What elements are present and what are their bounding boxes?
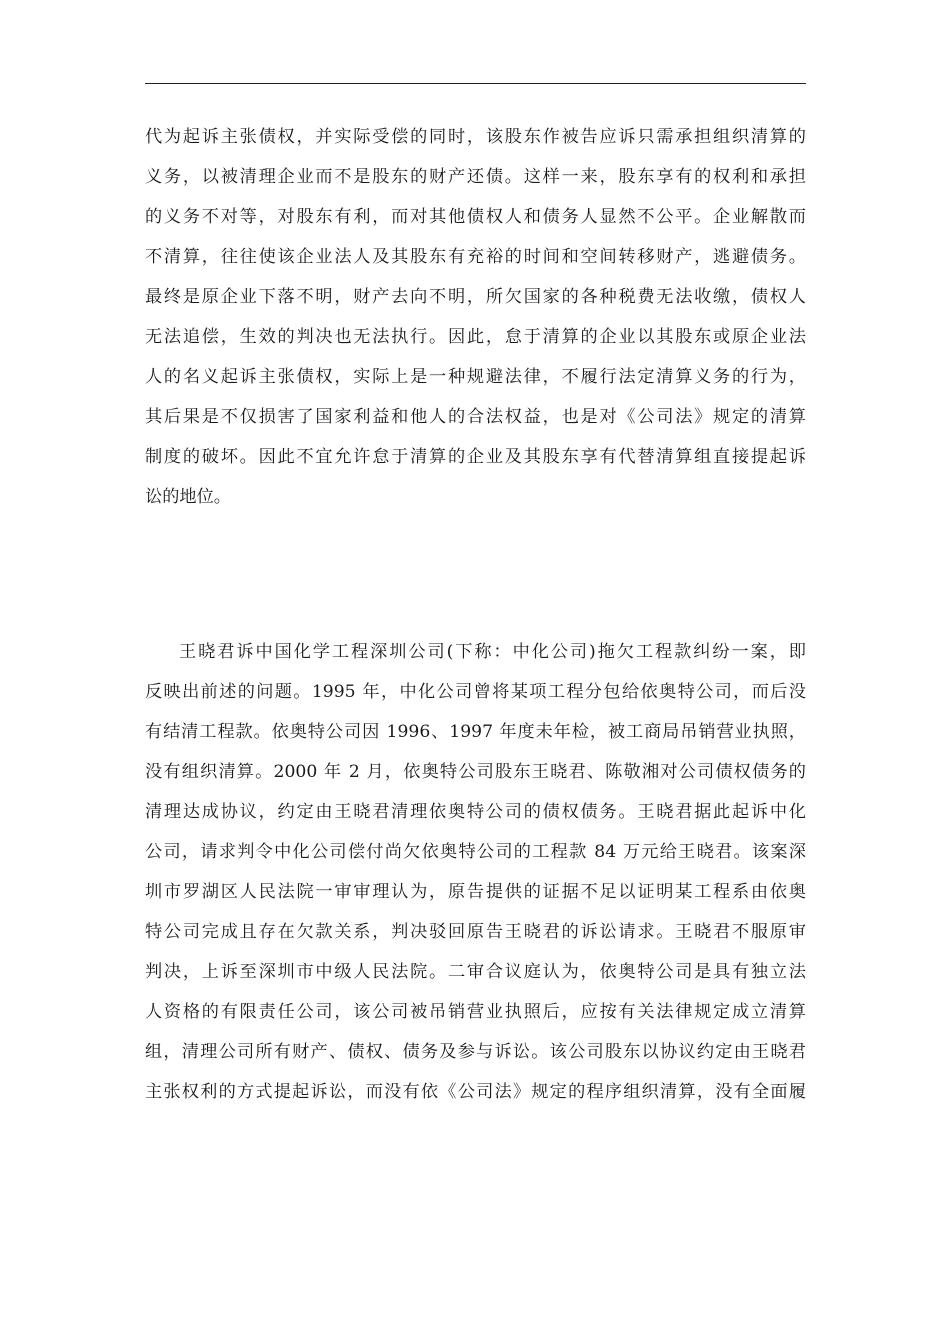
text-line: 制度的破坏。因此不宜允许怠于清算的企业及其股东享有代替清算组直接提起诉 [145, 447, 806, 467]
text-line: 人的名义起诉主张债权，实际上是一种规避法律，不履行法定清算义务的行为， [145, 367, 806, 387]
text-line: 王晓君诉中国化学工程深圳公司(下称：中化公司)拖欠工程款纠纷一案，即 [179, 642, 806, 662]
text-line: 其后果是不仅损害了国家利益和他人的合法权益，也是对《公司法》规定的清算 [145, 407, 806, 427]
text-line: 义务，以被清理企业而不是股东的财产还债。这样一来，股东享有的权利和承担 [145, 167, 806, 187]
text-line: 主张权利的方式提起诉讼，而没有依《公司法》规定的程序组织清算，没有全面履 [145, 1082, 806, 1102]
text-line: 特公司完成且存在欠款关系，判决驳回原告王晓君的诉讼请求。王晓君不服原审 [145, 922, 806, 942]
text-line: 公司，请求判令中化公司偿付尚欠依奥特公司的工程款 84 万元给王晓君。该案深 [145, 842, 806, 862]
text-line: 判决，上诉至深圳市中级人民法院。二审合议庭认为，依奥特公司是具有独立法 [145, 962, 806, 982]
text-line: 组，清理公司所有财产、债权、债务及参与诉讼。该公司股东以协议约定由王晓君 [145, 1042, 806, 1062]
text-line: 讼的地位。 [145, 487, 231, 507]
text-line: 圳市罗湖区人民法院一审审理认为，原告提供的证据不足以证明某工程系由依奥 [145, 882, 806, 902]
text-line: 无法追偿，生效的判决也无法执行。因此，怠于清算的企业以其股东或原企业法 [145, 327, 806, 347]
header-rule [145, 83, 806, 84]
text-line: 的义务不对等，对股东有利，而对其他债权人和债务人显然不公平。企业解散而 [145, 207, 806, 227]
text-line: 不清算，往往使该企业法人及其股东有充裕的时间和空间转移财产，逃避债务。 [145, 247, 806, 267]
paragraph-2 [145, 632, 806, 1112]
text-line: 代为起诉主张债权，并实际受偿的同时，该股东作被告应诉只需承担组织清算的 [145, 127, 806, 147]
text-line: 最终是原企业下落不明，财产去向不明，所欠国家的各种税费无法收缴，债权人 [145, 287, 806, 307]
text-line: 没有组织清算。2000 年 2 月，依奥特公司股东王晓君、陈敬湘对公司债权债务的 [145, 762, 806, 782]
text-line: 反映出前述的问题。1995 年，中化公司曾将某项工程分包给依奥特公司，而后没 [145, 682, 806, 702]
text-line: 人资格的有限责任公司，该公司被吊销营业执照后，应按有关法律规定成立清算 [145, 1002, 806, 1022]
text-line: 有结清工程款。依奥特公司因 1996、1997 年度未年检，被工商局吊销营业执照， [145, 722, 806, 742]
paragraph-1 [145, 117, 806, 517]
text-line: 清理达成协议，约定由王晓君清理依奥特公司的债权债务。王晓君据此起诉中化 [145, 802, 806, 822]
